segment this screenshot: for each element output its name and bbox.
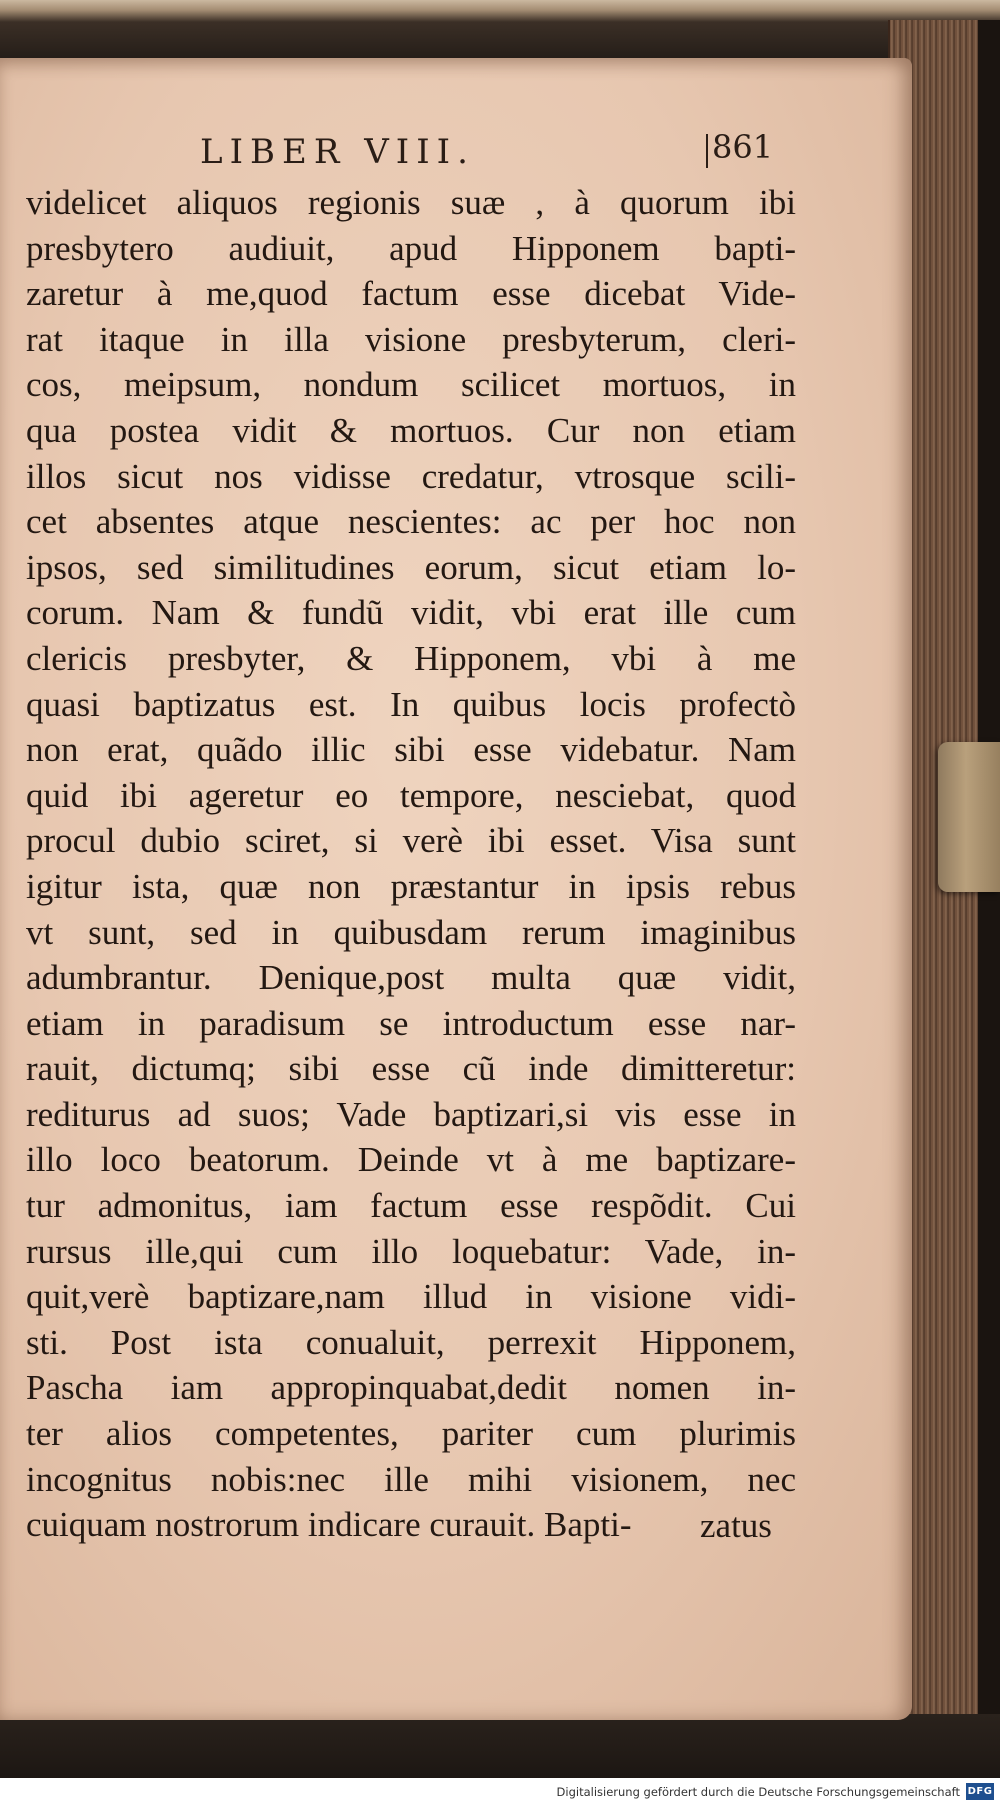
book-top-edge [0, 0, 1000, 60]
text-line: corum. Nam & fundũ vidit, vbi erat ille cum [26, 593, 796, 633]
text-line: igitur ista, quæ non præstantur in ipsis rebus [26, 866, 796, 906]
text-line: rediturus ad suos; Vade baptizari,si vis esse in [26, 1094, 796, 1134]
dfg-logo-icon: DFG [966, 1783, 994, 1800]
text-line: etiam in paradisum se introductum esse nar- [26, 1003, 796, 1043]
body-text [26, 180, 796, 1548]
text-line: quit,verè baptizare,nam illud in visione vidi- [26, 1277, 796, 1317]
text-line: ter alios competentes, pariter cum plurimis [26, 1414, 796, 1454]
text-line: cuiquam nostrorum indicare curauit. Bapti- [26, 1505, 632, 1545]
text-line: rursus ille,qui cum illo loquebatur: Vade, in- [26, 1231, 796, 1271]
text-line: rauit, dictumq; sibi esse cũ inde dimitteretur: [26, 1049, 796, 1089]
text-line: qua postea vidit & mortuos. Cur non etiam [26, 410, 796, 450]
text-line: cos, meipsum, nondum scilicet mortuos, in [26, 365, 796, 405]
text-line: vt sunt, sed in quibusdam rerum imaginibus [26, 912, 796, 952]
footer-credit: Digitalisierung gefördert durch die Deutsche Forschungsgemeinschaft [556, 1785, 960, 1799]
text-line: videlicet aliquos regionis suæ , à quorum ibi [26, 183, 796, 222]
text-line: adumbrantur. Denique,post multa quæ vidit, [26, 958, 796, 998]
running-head: LIBER VIII. [200, 132, 475, 172]
text-line: clericis presbyter, & Hipponem, vbi à me [26, 638, 796, 678]
catchword: zatus [700, 1506, 772, 1545]
text-line: quid ibi ageretur eo tempore, nesciebat, quod [26, 775, 796, 815]
text-line: Pascha iam appropinquabat,dedit nomen in- [26, 1368, 796, 1408]
text-line: presbytero audiuit, apud Hipponem bapti- [26, 228, 796, 268]
text-line: tur admonitus, iam factum esse respõdit. Cui [26, 1186, 796, 1226]
text-line: incognitus nobis:nec ille mihi visionem, nec [26, 1459, 796, 1499]
page-number: 861 [712, 128, 774, 166]
book-clasp [938, 742, 1000, 892]
text-line: illos sicut nos vidisse credatur, vtrosque scili- [26, 456, 796, 496]
text-line: quasi baptizatus est. In quibus locis profectò [26, 684, 796, 724]
text-line: sti. Post ista conualuit, perrexit Hipponem, [26, 1322, 796, 1362]
text-line: rat itaque in illa visione presbyterum, cleri- [26, 319, 796, 359]
text-line: illo loco beatorum. Deinde vt à me baptizare- [26, 1140, 796, 1180]
text-line: zaretur à me,quod factum esse dicebat Vide- [26, 274, 796, 314]
text-line: non erat, quãdo illic sibi esse videbatur. Nam [26, 730, 796, 770]
text-line: procul dubio sciret, si verè ibi esset. Visa sunt [26, 821, 796, 861]
text-line: cet absentes atque nescientes: ac per hoc non [26, 502, 796, 542]
text-line: ipsos, sed similitudines eorum, sicut etiam lo- [26, 547, 796, 587]
